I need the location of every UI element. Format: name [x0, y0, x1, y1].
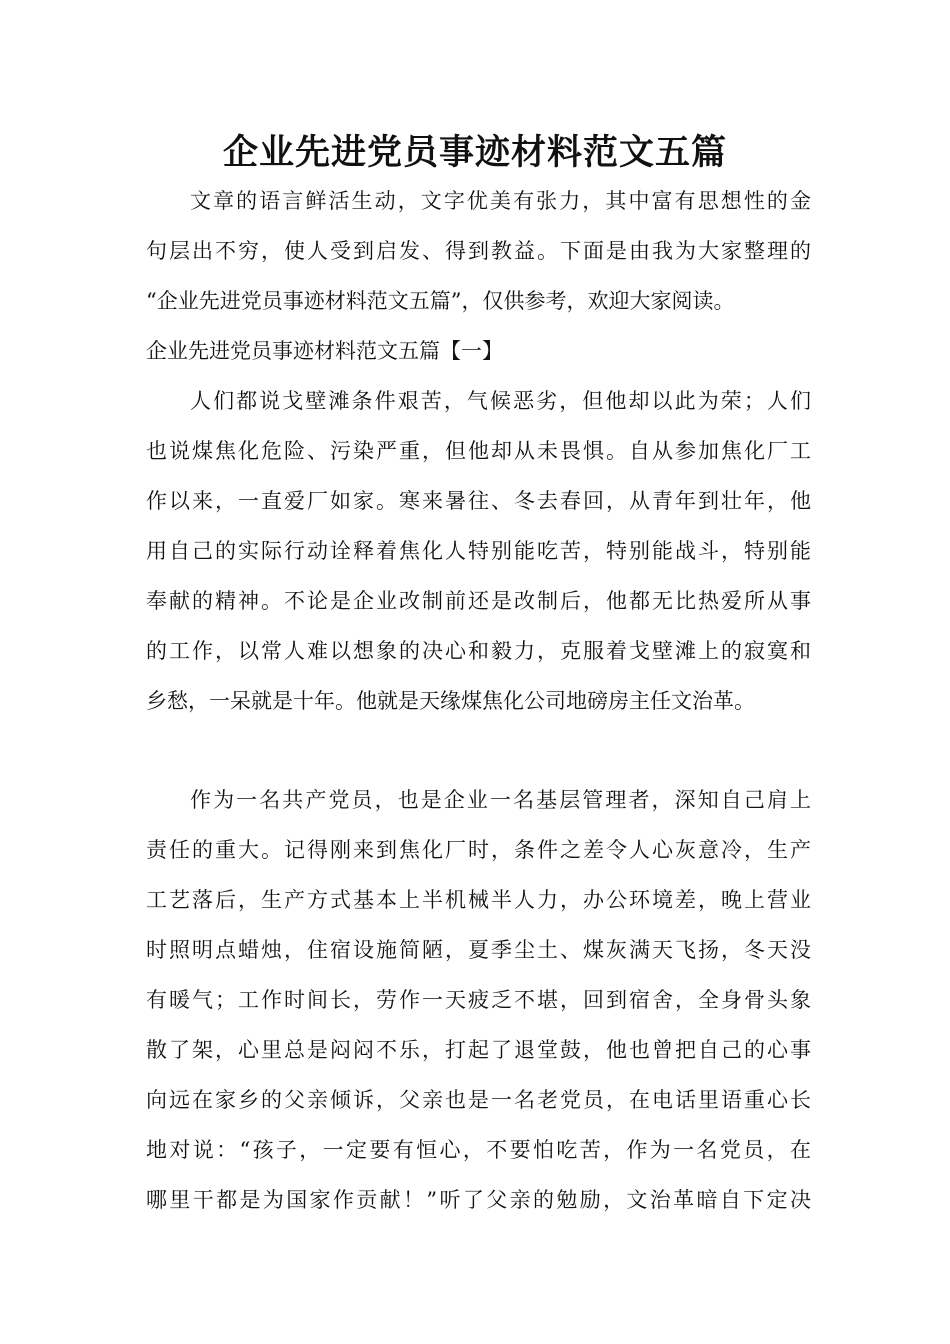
paragraph-line: 工艺落后，生产方式基本上半机械半人力，办公环境差，晚上营业 — [146, 888, 811, 912]
paragraph-line: 哪里干都是为国家作贡献！”听了父亲的勉励，文治革暗自下定决 — [146, 1188, 811, 1212]
paragraph-line: 的工作，以常人难以想象的决心和毅力，克服着戈壁滩上的寂寞和 — [146, 639, 811, 663]
paragraph-line: 奉献的精神。不论是企业改制前还是改制后，他都无比热爱所从事 — [146, 589, 811, 613]
paragraph-line: 作以来，一直爱厂如家。寒来暑往、冬去春回，从青年到壮年，他 — [146, 489, 811, 513]
paragraph-line: 散了架，心里总是闷闷不乐，打起了退堂鼓，他也曾把自己的心事 — [146, 1038, 811, 1062]
paragraph-line: 人们都说戈壁滩条件艰苦，气候恶劣，但他却以此为荣；人们 — [190, 389, 811, 413]
paragraph-line: 乡愁，一呆就是十年。他就是天缘煤焦化公司地磅房主任文治革。 — [146, 689, 755, 713]
section-heading: 企业先进党员事迹材料范文五篇【一】 — [146, 339, 503, 363]
document-title: 企业先进党员事迹材料范文五篇 — [222, 132, 727, 173]
paragraph-line: 有暖气；工作时间长，劳作一天疲乏不堪，回到宿舍，全身骨头象 — [146, 988, 811, 1012]
paragraph-line: 向远在家乡的父亲倾诉，父亲也是一名老党员，在电话里语重心长 — [146, 1088, 811, 1112]
paragraph-line: 也说煤焦化危险、污染严重，但他却从未畏惧。自从参加焦化厂工 — [146, 439, 811, 463]
paragraph-line: 用自己的实际行动诠释着焦化人特别能吃苦，特别能战斗，特别能 — [146, 539, 811, 563]
paragraph-line: 地对说：“孩子，一定要有恒心，不要怕吃苦，作为一名党员，在 — [146, 1138, 811, 1162]
paragraph-line: 责任的重大。记得刚来到焦化厂时，条件之差令人心灰意冷，生产 — [146, 838, 811, 862]
intro-line: 文章的语言鲜活生动，文字优美有张力，其中富有思想性的金 — [190, 189, 811, 213]
paragraph-line: 时照明点蜡烛，住宿设施简陋，夏季尘土、煤灰满天飞扬，冬天没 — [146, 938, 811, 962]
intro-line: “企业先进党员事迹材料范文五篇”，仅供参考，欢迎大家阅读。 — [146, 289, 735, 313]
paragraph-line: 作为一名共产党员，也是企业一名基层管理者，深知自己肩上 — [190, 788, 811, 812]
intro-line: 句层出不穷，使人受到启发、得到教益。下面是由我为大家整理的 — [146, 239, 811, 263]
